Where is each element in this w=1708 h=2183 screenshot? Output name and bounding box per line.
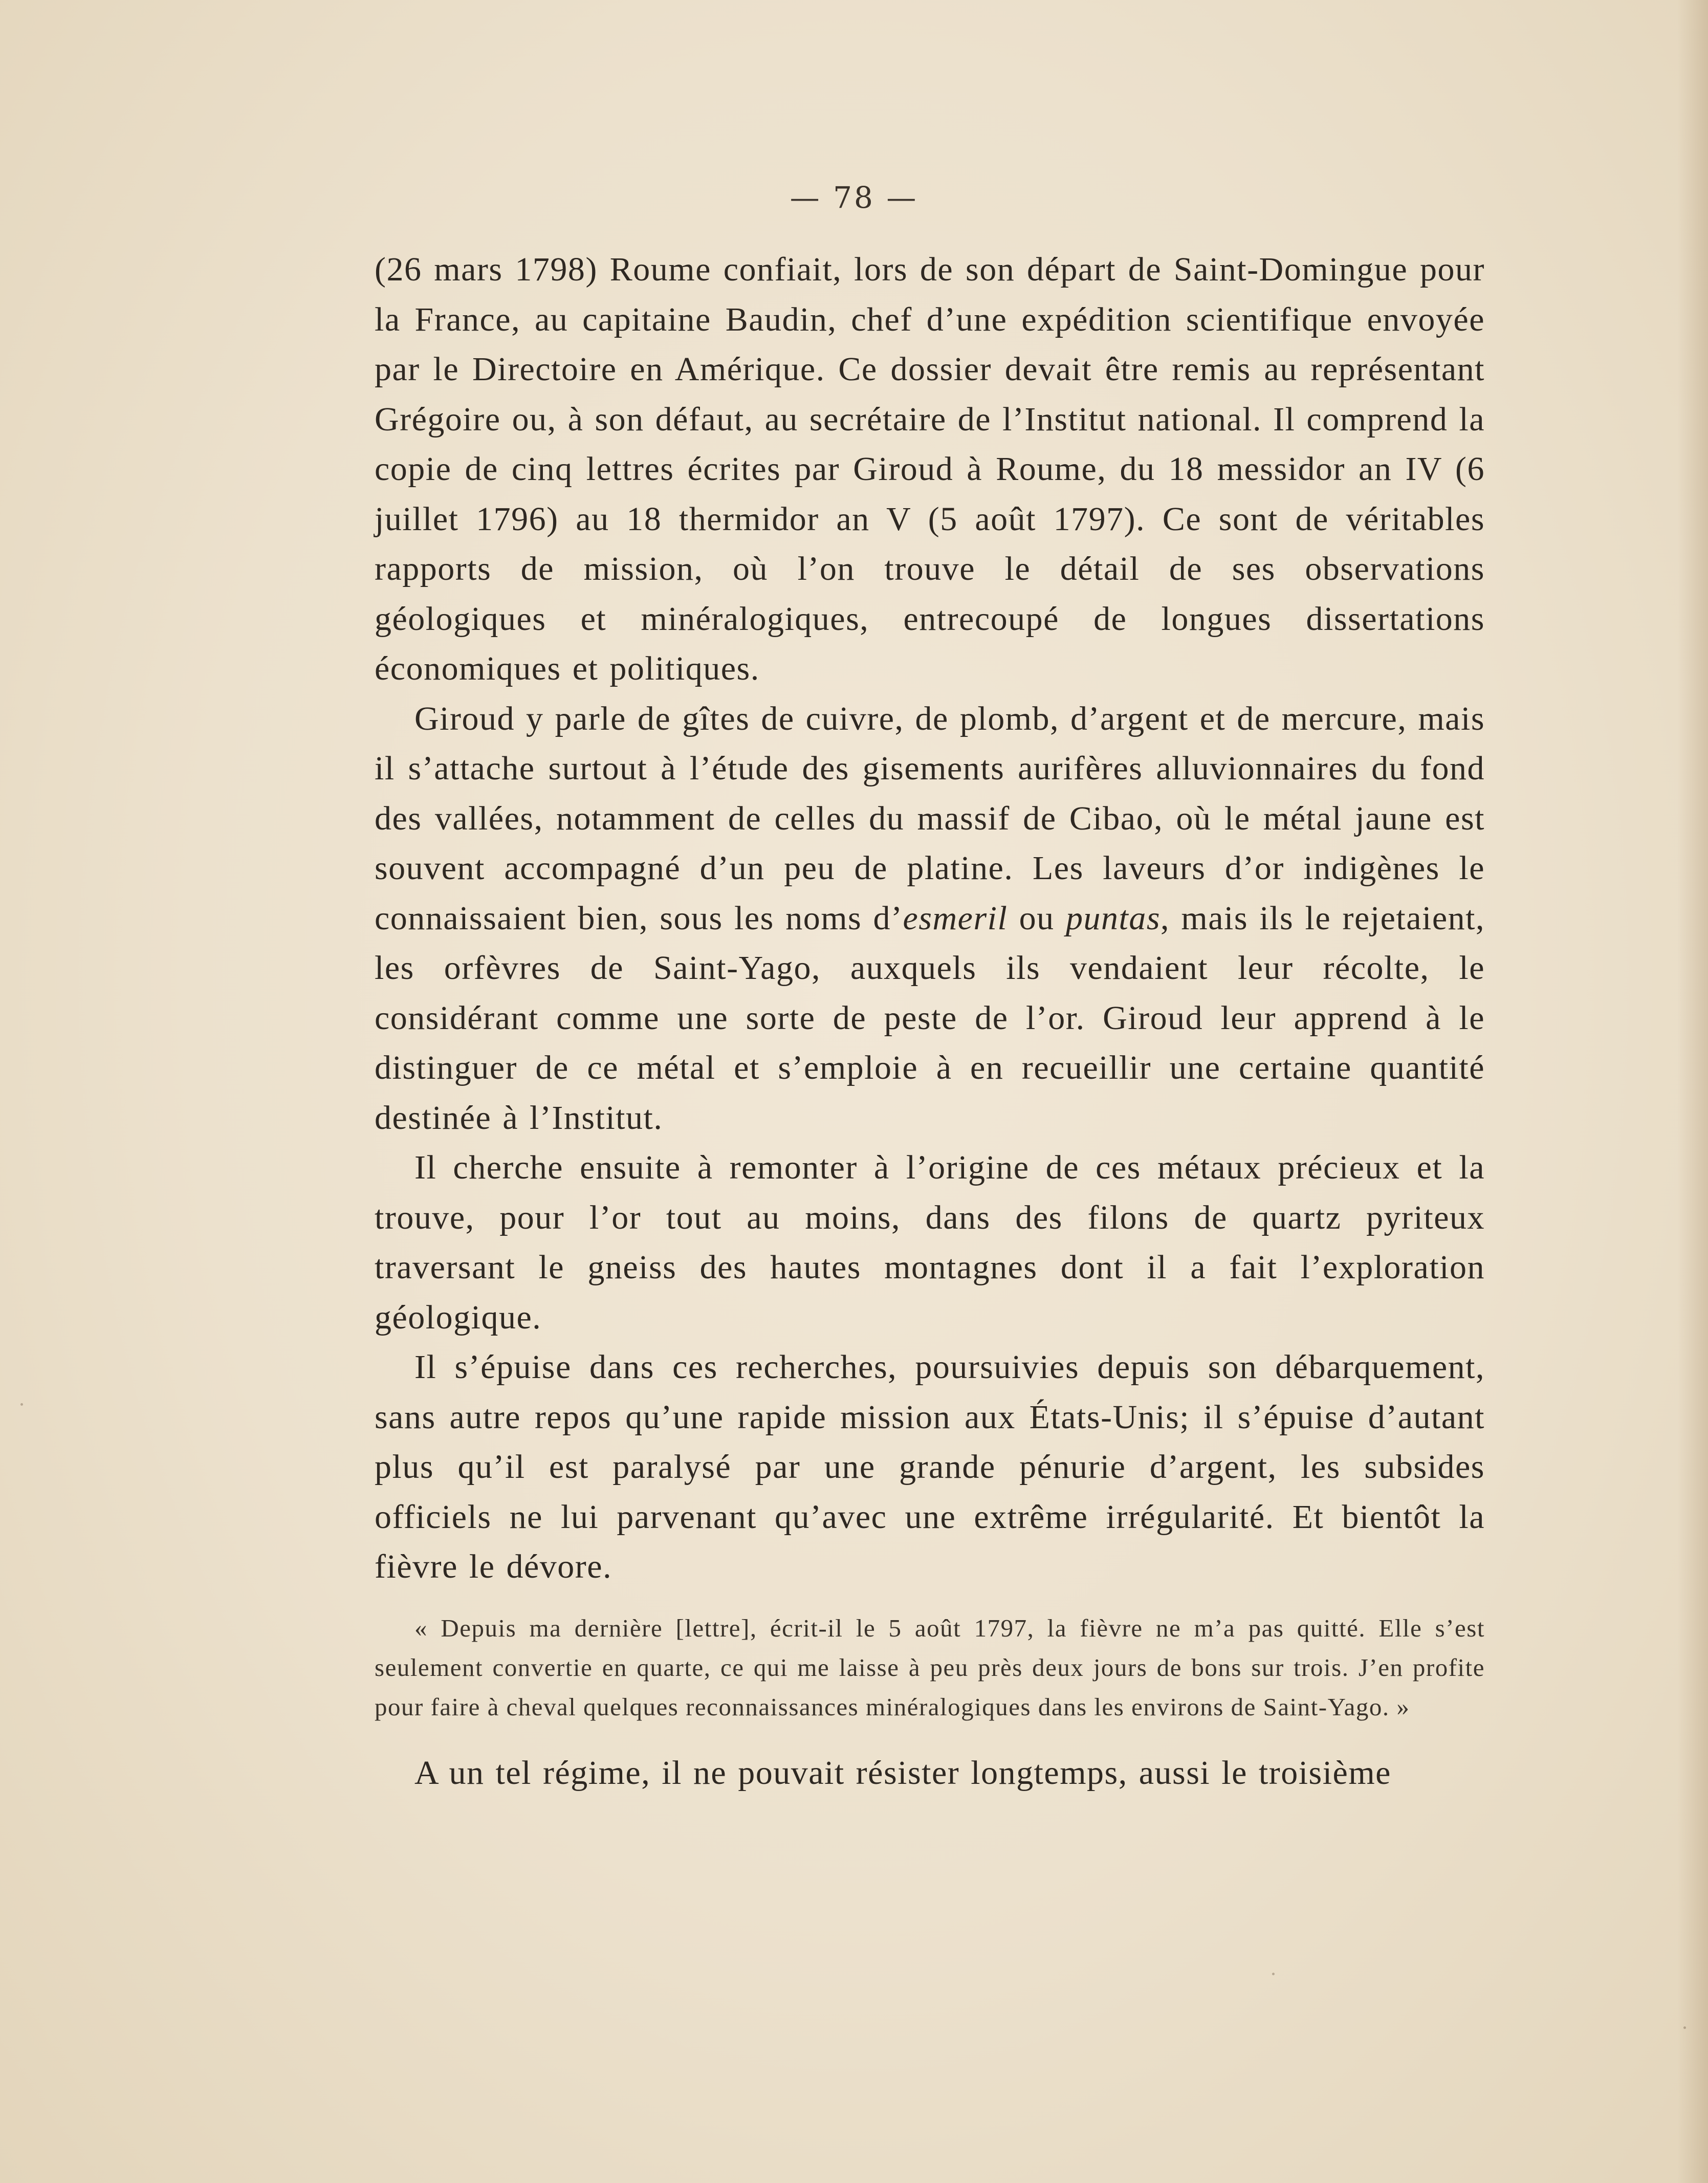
paragraph-1: (26 mars 1798) Roume confiait, lors de son départ de Saint-Domingue pour la France, au capitaine Baudin, chef d’une expédition scientifique envoyée par le Directoire en Amérique. Ce dossier devait être remis au représentant Grégoire ou, à son défaut, au secrétaire de l’Institut national. Il comprend la copie de cinq lettres écrites par Giroud à Roume, du 18 messidor an IV (6 juillet 1796) au 18 thermidor an V (5 août 1797). Ce sont de véritables rapports de mission, où l’on trouve le détail de ses observations géologiques et minéralogiques, entrecoupé de longues dissertations économiques et politiques. [375,251,1485,687]
paper-speck [1683,2026,1686,2029]
paragraph-4: Il s’épuise dans ces recherches, poursuivies depuis son débarquement, sans autre repos qu’une rapide mission aux États-Unis; il s’épuise d’autant plus qu’il est paralysé par une grande pénurie d’argent, les subsides officiels ne lui parvenant qu’avec une extrême irrégularité. Et bientôt la fièvre le dévore. [375,1348,1485,1585]
paragraph-2 [375,694,1485,1143]
paper-speck [20,1403,23,1406]
page-number: — 78 — [790,180,918,215]
paragraph-3: Il cherche ensuite à remonter à l’origine de ces métaux précieux et la trouve, pour l’or tout au moins, dans des filons de quartz pyriteux traversant le gneiss des hautes montagnes dont il a fait l’exploration géologique. [375,1149,1485,1336]
paragraph-5: A un tel régime, il ne pouvait résister longtemps, aussi le troisième [414,1754,1391,1792]
paragraph-2-part-1: Giroud y parle de gîtes de cuivre, de plomb, d’argent et de mercure, mais il s’attache surtout à l’étude des gisements aurifères alluvionnaires du fond des vallées, notamment de celles du massif de Cibao, où le métal jaune est souvent accompagné d’un peu de platine. Les laveurs d’or indigènes le connaissaient bien, sous les noms d’ [375,700,1485,937]
page-edge-shadow [1677,0,1708,2183]
paragraph-2-part-3: , mais ils le rejetaient, les orfèvres de Saint-Yago, auxquels ils vendaient leur récolte, le considérant comme une sorte de peste de l’or. Giroud leur apprend à le distinguer de ce métal et s’emploie à en recueillir une certaine quantité destinée à l’Institut. [375,899,1485,1137]
italic-term-puntas: puntas [1066,899,1161,937]
paper-speck [1272,1973,1275,1975]
paragraph-2-part-2: ou [1008,899,1066,937]
body-text [375,245,1485,1798]
italic-term-esmeril: esmeril [903,899,1008,937]
block-quote: « Depuis ma dernière [lettre], écrit-il le 5 août 1797, la fièvre ne m’a pas quitté. Elle s’est seulement convertie en quarte, ce qui me laisse à peu près deux jours de bons sur trois. J’en profite pour faire à cheval quelques reconnaissances minéralogiques dans les environs de Saint-Yago. » [375,1613,1485,1721]
